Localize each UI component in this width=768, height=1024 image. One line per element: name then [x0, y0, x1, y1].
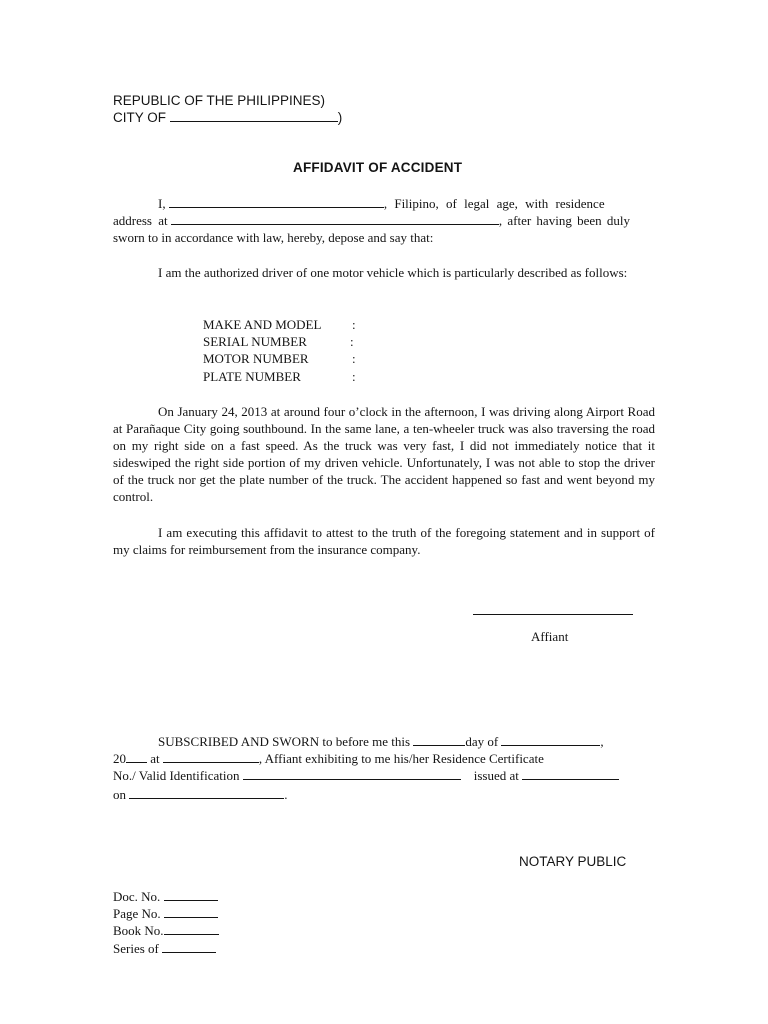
- intro-i: I,: [158, 196, 166, 211]
- intro-line-2: [113, 212, 630, 229]
- jurat-id-blank[interactable]: [243, 767, 461, 780]
- jurat-text-on: on: [113, 787, 130, 802]
- doc-no: [113, 888, 218, 905]
- affiant-label: Affiant: [531, 629, 569, 644]
- intro-line-1: [158, 195, 605, 212]
- jurat-text-h: issued at: [473, 768, 523, 783]
- jurat-on-blank[interactable]: [129, 786, 284, 799]
- driver-paragraph: I am the authorized driver of one motor vehicle which is particularly described as follows:: [158, 265, 628, 280]
- jurat-text-a: SUBSCRIBED AND SWORN to before me this: [158, 734, 414, 749]
- intro-after-address: , after having been duly: [498, 213, 630, 228]
- city-header: [113, 109, 342, 126]
- field-serial-number-sep: :: [350, 334, 354, 349]
- jurat-line-1: [158, 733, 604, 750]
- intro-after-name: , Filipino, of legal age, with residence: [383, 196, 605, 211]
- affiant-signature-line[interactable]: [473, 614, 633, 615]
- document-title: AFFIDAVIT OF ACCIDENT: [293, 160, 463, 175]
- field-plate-number: PLATE NUMBER: [203, 369, 301, 384]
- page-no-blank[interactable]: [164, 905, 218, 918]
- jurat-text-b: day of: [465, 734, 502, 749]
- series-of: [113, 940, 216, 957]
- jurat-issued-blank[interactable]: [522, 767, 619, 780]
- book-no-label: Book No.: [113, 923, 164, 938]
- book-no: [113, 922, 219, 939]
- jurat-text-period: .: [284, 787, 288, 802]
- jurat-line-4: [113, 786, 288, 803]
- jurat-text-f: , Affiant exhibiting to me his/her Residence Certificate: [258, 751, 544, 766]
- doc-no-label: Doc. No.: [113, 889, 164, 904]
- intro-address-label: address at: [113, 213, 168, 228]
- doc-no-blank[interactable]: [164, 888, 218, 901]
- page-no-label: Page No.: [113, 906, 164, 921]
- incident-paragraph: On January 24, 2013 at around four o’clock in the afternoon, I was driving along Airport Road at Parañaque City going southbound. In the same lane, a ten-wheeler truck was also traversing the road on my right side on a fast speed. As the truck was very fast, I did not immediately notice that it sideswiped the right side portion of my driven vehicle. Unfortunately, I was not able to stop the driver of the truck nor get the plate number of the truck. The accident happened so fast and went beyond my control.: [113, 404, 655, 504]
- republic-header: REPUBLIC OF THE PHILIPPINES): [113, 93, 326, 108]
- field-make-model: MAKE AND MODEL: [203, 317, 322, 332]
- intro-line-3: sworn to in accordance with law, hereby, depose and say that:: [113, 230, 434, 245]
- jurat-month-blank[interactable]: [501, 733, 600, 746]
- notary-public-label: NOTARY PUBLIC: [519, 854, 627, 869]
- field-motor-number-sep: :: [352, 351, 356, 366]
- jurat-line-3: [113, 767, 619, 784]
- purpose-paragraph: I am executing this affidavit to attest to the truth of the foregoing statement and in support of my claims for reimbursement from the insurance company.: [113, 525, 655, 557]
- jurat-day-blank[interactable]: [413, 733, 465, 746]
- city-close: ): [337, 110, 343, 125]
- address-blank[interactable]: [171, 212, 499, 225]
- series-of-blank[interactable]: [162, 940, 216, 953]
- book-no-blank[interactable]: [164, 922, 219, 935]
- affiant-name-blank[interactable]: [169, 195, 384, 208]
- field-motor-number: MOTOR NUMBER: [203, 351, 309, 366]
- jurat-gap: [461, 768, 474, 783]
- field-make-model-sep: :: [352, 317, 356, 332]
- field-plate-number-sep: :: [352, 369, 356, 384]
- field-serial-number: SERIAL NUMBER: [203, 334, 307, 349]
- city-label: CITY OF: [113, 110, 170, 125]
- jurat-year-prefix: 20: [113, 751, 126, 766]
- jurat-text-at: at: [147, 751, 163, 766]
- city-blank[interactable]: [170, 109, 338, 122]
- jurat-line-2: [113, 750, 544, 767]
- jurat-text-g: No./ Valid Identification: [113, 768, 243, 783]
- jurat-place-blank[interactable]: [163, 750, 259, 763]
- page-no: [113, 905, 218, 922]
- jurat-text-c: ,: [600, 734, 604, 749]
- series-of-label: Series of: [113, 941, 163, 956]
- jurat-year-blank[interactable]: [126, 750, 147, 763]
